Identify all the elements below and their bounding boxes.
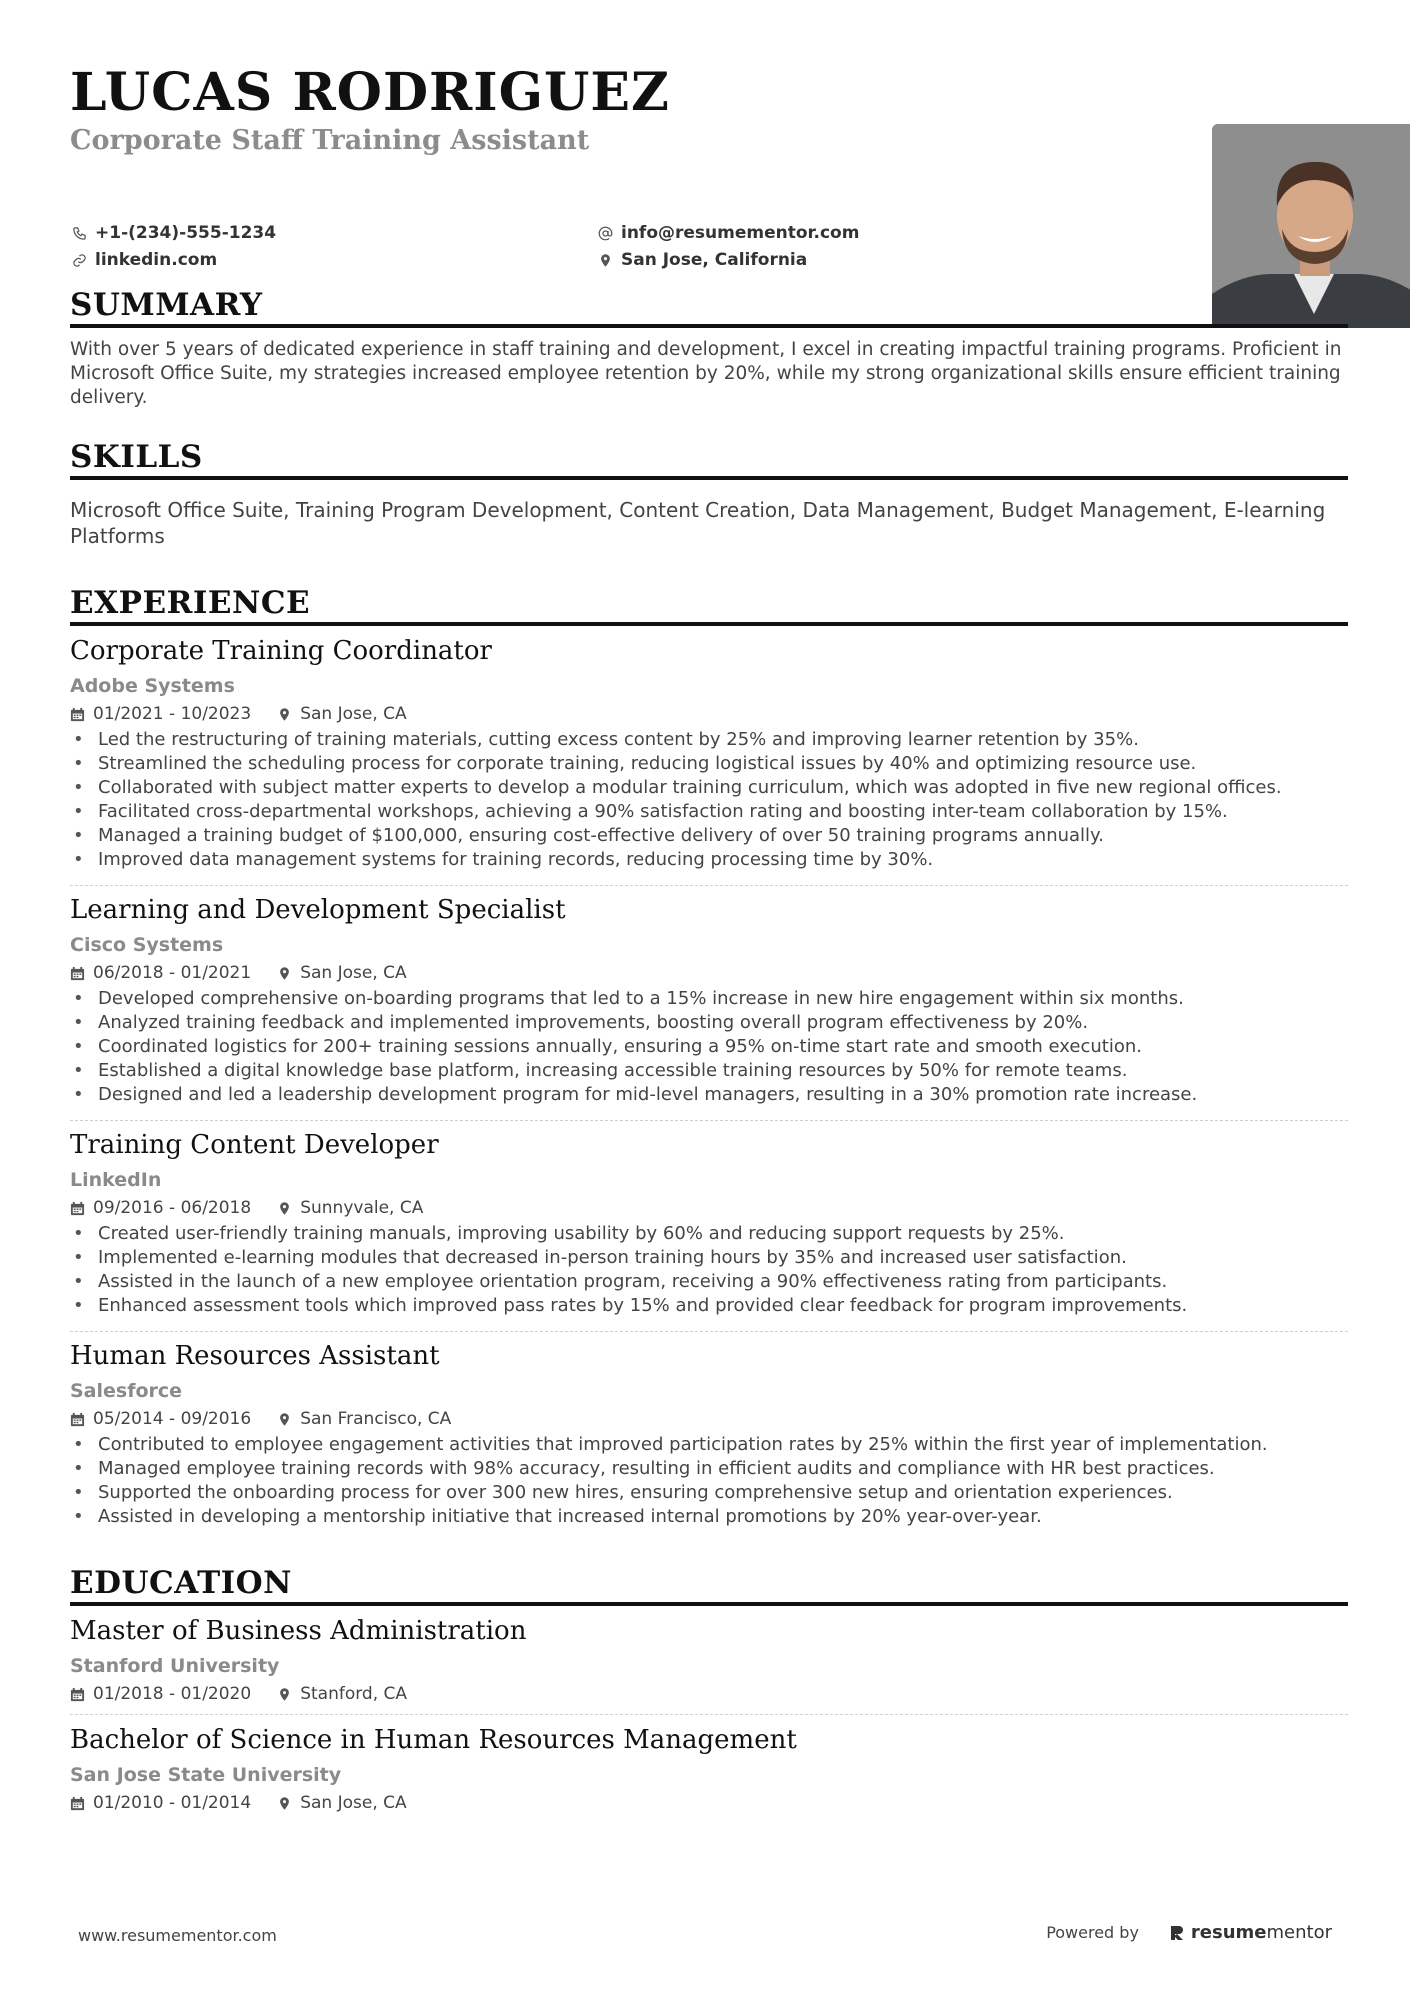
job-meta [70,1196,1348,1220]
email-text[interactable]: info@resumementor.com [621,223,860,243]
bullet-item: • Improved data management systems for training records, reducing processing time by 30%. [70,848,1348,872]
experience-heading: EXPERIENCE [70,584,1348,626]
bullet-item: • Assisted in the launch of a new employee orientation program, receiving a 90% effectiveness rating from participants. [70,1270,1348,1294]
job-location [277,702,406,726]
job-location-text: Sunnyvale, CA [300,1198,424,1218]
job-dates-text: 05/2014 - 09/2016 [93,1409,252,1429]
candidate-name: LUCAS RODRIGUEZ [70,62,670,123]
job-company: LinkedIn [70,1169,162,1191]
job-location [277,1196,423,1220]
job-entry [70,893,1348,1107]
job-meta [70,1407,1348,1431]
entry-divider [70,1120,1348,1121]
bullet-item: • Streamlined the scheduling process for corporate training, reducing logistical issues by 40% and optimizing resource use. [70,752,1348,776]
calendar-icon [70,1687,85,1702]
calendar-icon [70,1201,85,1216]
job-dates [70,702,251,726]
job-location-text: San Jose, CA [300,704,407,724]
education-location [277,1682,407,1706]
brand-logo[interactable] [1169,1922,1332,1943]
job-title: Corporate Training Coordinator [70,636,492,666]
contact-phone [72,222,276,244]
job-dates-text: 06/2018 - 01/2021 [93,963,252,983]
education-entry [70,1723,1348,1815]
footer-powered [1046,1922,1332,1943]
job-entry [70,634,1348,872]
phone-text: +1-(234)-555-1234 [95,223,277,243]
calendar-icon [70,966,85,981]
brand-light: mentor [1266,1922,1332,1943]
skills-text: Microsoft Office Suite, Training Program Development, Content Creation, Data Management, Budget Management, E-learning Platforms [70,498,1326,548]
location-pin-icon [598,253,613,268]
education-location-text: Stanford, CA [300,1684,408,1704]
job-location [277,1407,451,1431]
location-pin-icon [277,1687,292,1702]
summary-heading: SUMMARY [70,286,1348,328]
degree-title: Master of Business Administration [70,1616,527,1646]
calendar-icon [70,1796,85,1811]
bullet-item: • Enhanced assessment tools which improved pass rates by 15% and provided clear feedback for program improvements. [70,1294,1348,1318]
job-meta [70,961,1348,985]
location-text: San Jose, California [621,250,808,270]
job-title: Training Content Developer [70,1130,439,1160]
education-location-text: San Jose, CA [300,1793,407,1813]
education-heading: EDUCATION [70,1564,1348,1606]
job-company: Adobe Systems [70,675,235,697]
bullet-item: • Led the restructuring of training materials, cutting excess content by 25% and improving learner retention by 35%. [70,728,1348,752]
bullet-item: • Supported the onboarding process for over 300 new hires, ensuring comprehensive setup and orientation experiences. [70,1481,1348,1505]
job-bullets [70,1222,1348,1318]
location-pin-icon [277,966,292,981]
linkedin-text[interactable]: linkedin.com [95,250,218,270]
bullet-item: • Assisted in developing a mentorship initiative that increased internal promotions by 20% year-over-year. [70,1505,1348,1529]
degree-title: Bachelor of Science in Human Resources Management [70,1725,797,1755]
bullet-item: • Analyzed training feedback and implemented improvements, boosting overall program effectiveness by 20%. [70,1011,1348,1035]
entry-divider [70,1714,1348,1715]
school-name: San Jose State University [70,1764,342,1786]
bullet-item: • Managed a training budget of $100,000, ensuring cost-effective delivery of over 50 training programs annually. [70,824,1348,848]
education-dates-text: 01/2010 - 01/2014 [93,1793,252,1813]
location-pin-icon [277,707,292,722]
job-location-text: San Jose, CA [300,963,407,983]
education-dates [70,1682,251,1706]
footer-website[interactable]: www.resumementor.com [78,1926,277,1945]
calendar-icon [70,707,85,722]
education-meta [70,1791,1348,1815]
contact-location [598,249,807,271]
job-company: Salesforce [70,1380,183,1402]
job-location-text: San Francisco, CA [300,1409,452,1429]
job-entry [70,1339,1348,1529]
phone-icon [72,226,87,241]
education-location [277,1791,406,1815]
calendar-icon [70,1412,85,1427]
brand-mark-icon [1169,1924,1185,1942]
skills-heading: SKILLS [70,438,1348,480]
job-dates-text: 09/2016 - 06/2018 [93,1198,252,1218]
bullet-item: • Facilitated cross-departmental workshops, achieving a 90% satisfaction rating and boosting inter-team collaboration by 15%. [70,800,1348,824]
contact-linkedin[interactable] [72,249,217,271]
bullet-item: • Established a digital knowledge base platform, increasing accessible training resources by 50% for remote teams. [70,1059,1348,1083]
location-pin-icon [277,1796,292,1811]
entry-divider [70,885,1348,886]
bullet-item: • Created user-friendly training manuals, improving usability by 60% and reducing support requests by 25%. [70,1222,1348,1246]
job-title: Human Resources Assistant [70,1341,440,1371]
job-bullets [70,728,1348,872]
entry-divider [70,1331,1348,1332]
job-dates-text: 01/2021 - 10/2023 [93,704,252,724]
job-dates [70,961,251,985]
at-icon [598,226,613,241]
bullet-item: • Coordinated logistics for 200+ training sessions annually, ensuring a 95% on-time start rate and smooth execution. [70,1035,1348,1059]
job-dates [70,1196,251,1220]
summary-text: With over 5 years of dedicated experience in staff training and development, I excel in creating impactful training programs. Proficient in Microsoft Office Suite, my strategies increased employee retention by 20%, while my strong organizational skills ensure efficient training delivery. [70,339,1342,408]
job-entry [70,1128,1348,1318]
education-dates [70,1791,251,1815]
brand-bold: resume [1190,1922,1267,1943]
location-pin-icon [277,1412,292,1427]
bullet-item: • Managed employee training records with 98% accuracy, resulting in efficient audits and compliance with HR best practices. [70,1457,1348,1481]
resume-header [70,62,1350,272]
job-location [277,961,406,985]
job-company: Cisco Systems [70,934,224,956]
bullet-item: • Developed comprehensive on-boarding programs that led to a 15% increase in new hire engagement within six months. [70,987,1348,1011]
job-dates [70,1407,251,1431]
powered-by-text: Powered by [1046,1923,1139,1942]
job-meta [70,702,1348,726]
candidate-role: Corporate Staff Training Assistant [70,125,590,156]
education-entry [70,1614,1348,1706]
bullet-item: • Collaborated with subject matter experts to develop a modular training curriculum, which was adopted in five new regional offices. [70,776,1348,800]
job-title: Learning and Development Specialist [70,895,566,925]
job-bullets [70,987,1348,1107]
bullet-item: • Designed and led a leadership development program for mid-level managers, resulting in a 30% promotion rate increase. [70,1083,1348,1107]
location-pin-icon [277,1201,292,1216]
education-dates-text: 01/2018 - 01/2020 [93,1684,252,1704]
education-meta [70,1682,1348,1706]
school-name: Stanford University [70,1655,280,1677]
bullet-item: • Implemented e-learning modules that decreased in-person training hours by 35% and increased user satisfaction. [70,1246,1348,1270]
job-bullets [70,1433,1348,1529]
link-icon [72,253,87,268]
bullet-item: • Contributed to employee engagement activities that improved participation rates by 25% within the first year of implementation. [70,1433,1348,1457]
contact-email[interactable] [598,222,859,244]
